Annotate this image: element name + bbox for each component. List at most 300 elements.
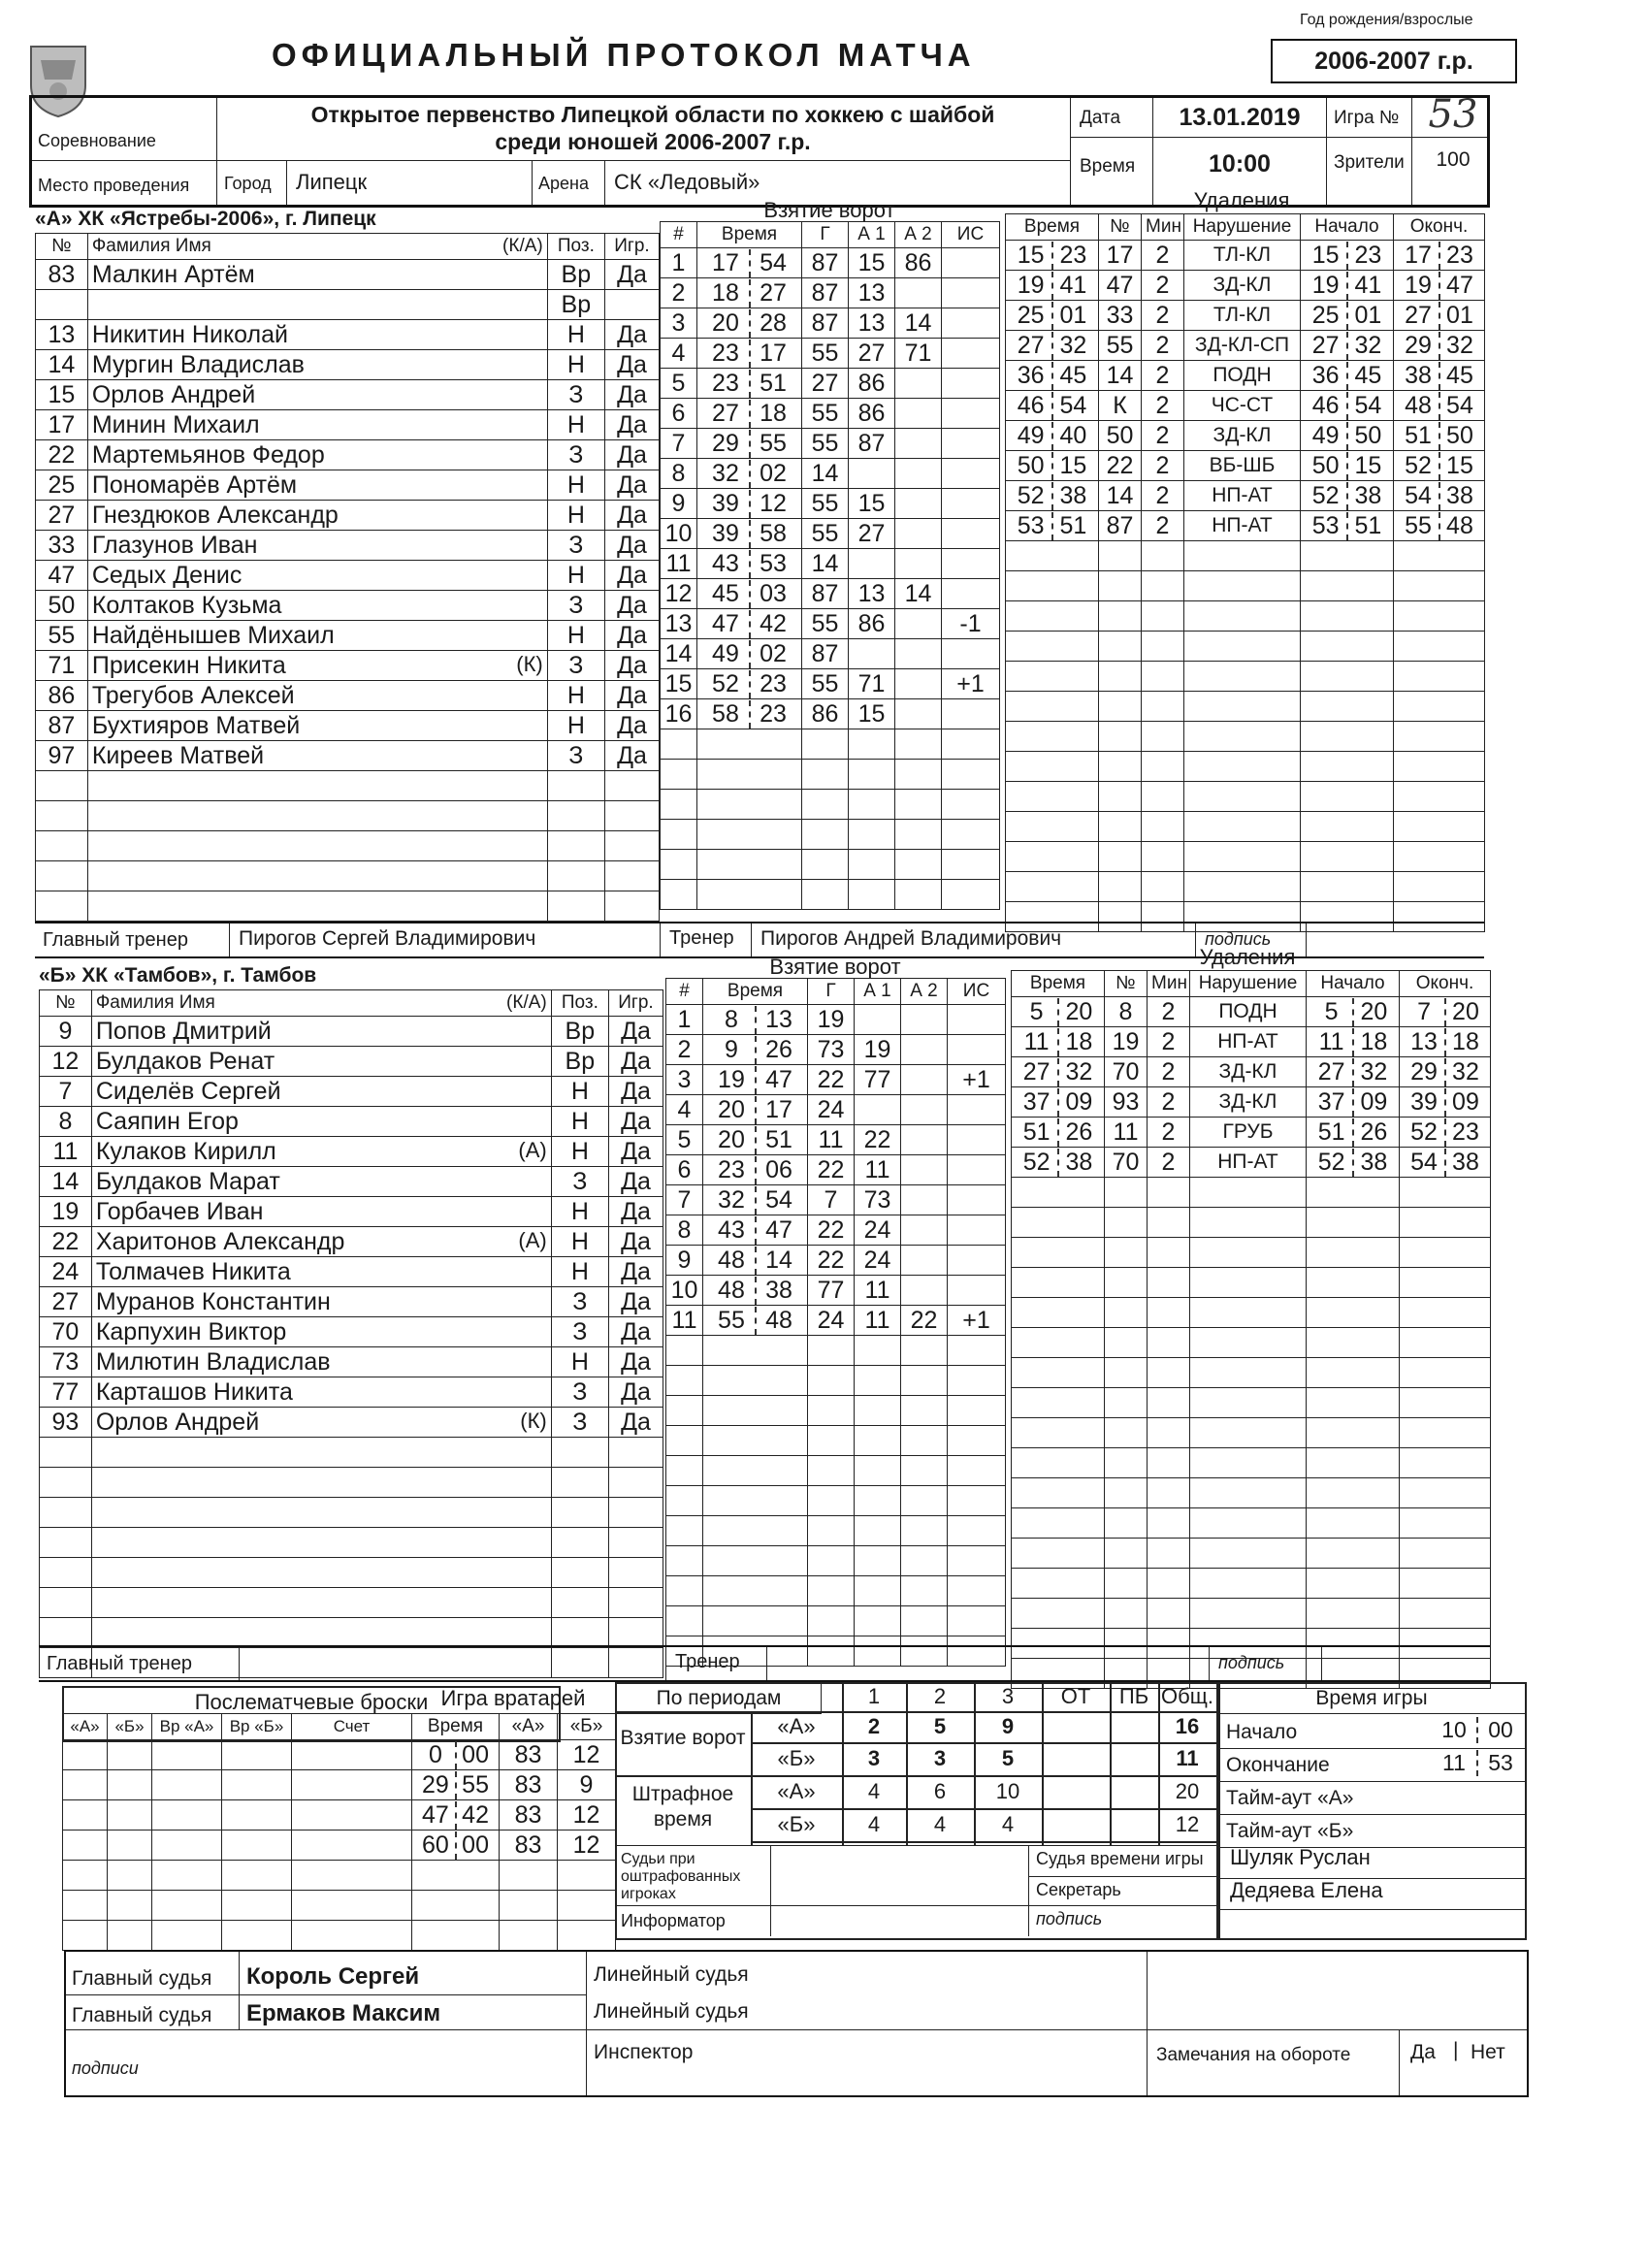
penalty-time: 27 32 — [1012, 1057, 1105, 1087]
remarks-no[interactable]: Нет — [1471, 2041, 1505, 2063]
player-number: 9 — [40, 1017, 92, 1047]
team-a-penalties-table — [1005, 213, 1485, 932]
penalty-time — [1006, 541, 1099, 571]
goal-strength — [942, 308, 1000, 339]
player-name: Карташов Никита — [91, 1377, 551, 1408]
goal-scorer: 87 — [802, 639, 849, 669]
goal-strength — [942, 489, 1000, 519]
period-value: 3 — [867, 1746, 881, 1770]
player-position: З — [547, 531, 604, 561]
penalty-minutes: 2 — [1142, 511, 1184, 541]
shootout-cell — [63, 1861, 108, 1891]
period-value — [1110, 1808, 1158, 1841]
goal-scorer: 55 — [802, 669, 849, 699]
penalty-infraction — [1190, 1599, 1307, 1629]
table-row — [1006, 662, 1485, 692]
player-number: 25 — [36, 470, 88, 501]
penalty-time: 53 51 — [1006, 511, 1099, 541]
penalty-infraction: НП-АТ — [1190, 1148, 1307, 1178]
goal-assist2 — [901, 1065, 948, 1095]
player-name: Седых Денис — [87, 561, 547, 591]
table-row — [661, 699, 1000, 729]
roster-col-pos: Поз. — [547, 234, 604, 260]
player-name: Малкин Артём — [87, 260, 547, 290]
player-name: Никитин Николай — [87, 320, 547, 350]
goalie-change-time: 60 00 — [412, 1831, 500, 1861]
shootout-cell — [222, 1891, 292, 1921]
goal-assist1 — [849, 459, 895, 489]
goal-strength — [948, 1246, 1006, 1276]
table-row — [63, 1921, 412, 1951]
penalty-start: 37 09 — [1307, 1087, 1400, 1118]
table-row — [661, 278, 1000, 308]
penalty-infraction: ПОДН — [1190, 997, 1307, 1027]
secretary-value: Дедяева Елена — [1230, 1878, 1383, 1902]
penalty-player — [1105, 1238, 1148, 1268]
table-row — [36, 861, 660, 891]
table-row — [1012, 1298, 1491, 1328]
penalty-infraction — [1190, 1358, 1307, 1388]
penalty-time — [1012, 1238, 1105, 1268]
pen-col-time: Время — [1012, 971, 1105, 997]
player-played: Да — [604, 651, 659, 681]
player-position: Н — [547, 561, 604, 591]
table-row — [36, 681, 660, 711]
player-played — [608, 1558, 663, 1588]
goal-scorer: 22 — [808, 1155, 855, 1185]
goal-scorer — [802, 729, 849, 760]
table-row — [1006, 812, 1485, 842]
penalty-infraction — [1184, 601, 1301, 632]
player-played: Да — [608, 1077, 663, 1107]
player-name — [87, 831, 547, 861]
table-row — [661, 609, 1000, 639]
goal-scorer — [808, 1456, 855, 1486]
goal-scorer: 14 — [802, 459, 849, 489]
roster-col-pos: Поз. — [551, 990, 608, 1017]
table-row — [1012, 1388, 1491, 1418]
penalty-player — [1105, 1478, 1148, 1508]
goal-number — [666, 1546, 703, 1576]
period-value — [1110, 1711, 1158, 1742]
penalty-minutes — [1142, 842, 1184, 872]
penalty-time: 46 54 — [1006, 391, 1099, 421]
goal-strength — [948, 1486, 1006, 1516]
penalty-end — [1394, 782, 1485, 812]
end-label: Окончание — [1226, 1754, 1330, 1776]
team-short-label: «Б» — [777, 1812, 816, 1836]
penalty-end — [1400, 1508, 1491, 1539]
shootout-cell — [222, 1800, 292, 1831]
table-row — [661, 339, 1000, 369]
shootout-cell — [63, 1740, 108, 1770]
goal-scorer — [808, 1336, 855, 1366]
shootout-cell — [222, 1770, 292, 1800]
player-number: 22 — [40, 1227, 92, 1257]
goal-assist2 — [901, 1486, 948, 1516]
team-a-goals-table — [660, 221, 1000, 910]
signatures-label: подписи — [72, 2058, 139, 2078]
goal-assist2 — [901, 1215, 948, 1246]
goal-assist1: 77 — [855, 1065, 901, 1095]
player-number — [36, 891, 88, 922]
goal-strength — [948, 1155, 1006, 1185]
goal-time: 8 13 — [703, 1005, 808, 1035]
penalty-player — [1105, 1599, 1148, 1629]
table-row — [1006, 752, 1485, 782]
goal-number: 8 — [661, 459, 697, 489]
player-played: Да — [604, 440, 659, 470]
goalie-a: 83 — [500, 1740, 558, 1770]
player-played: Да — [604, 501, 659, 531]
player-position: З — [547, 440, 604, 470]
table-row — [40, 1227, 663, 1257]
table-row — [1012, 1599, 1491, 1629]
player-number — [40, 1618, 92, 1648]
period-value: 4 — [1001, 1812, 1015, 1836]
goal-number — [666, 1396, 703, 1426]
goal-scorer — [802, 880, 849, 910]
table-row — [36, 440, 660, 470]
goal-strength — [948, 1215, 1006, 1246]
period-value — [1042, 1775, 1110, 1808]
goals-col-assist2: А 2 — [901, 979, 948, 1005]
table-row — [666, 1426, 1006, 1456]
penalty-start: 27 32 — [1301, 331, 1394, 361]
goalie-change-time — [412, 1921, 500, 1951]
penalty-end — [1394, 571, 1485, 601]
penalty-player — [1105, 1358, 1148, 1388]
penalty-end — [1400, 1599, 1491, 1629]
goal-scorer: 55 — [802, 399, 849, 429]
penalty-player — [1099, 782, 1142, 812]
goal-strength — [942, 429, 1000, 459]
penalty-infraction — [1184, 692, 1301, 722]
goal-time — [703, 1366, 808, 1396]
goal-strength — [948, 1456, 1006, 1486]
penalty-minutes: 2 — [1148, 1148, 1190, 1178]
player-name: Кулаков Кирилл (А) — [91, 1137, 551, 1167]
goal-time: 47 42 — [697, 609, 802, 639]
penalty-minutes — [1142, 662, 1184, 692]
period-value: 20 — [1175, 1779, 1200, 1803]
goal-assist1: 86 — [849, 369, 895, 399]
team-short-label: «А» — [777, 1779, 816, 1803]
goal-number — [661, 880, 697, 910]
goal-time: 39 12 — [697, 489, 802, 519]
table-row — [1012, 1508, 1491, 1539]
shootout-cell — [222, 1861, 292, 1891]
penalty-infraction: ПОДН — [1184, 361, 1301, 391]
remarks-yes[interactable]: Да — [1410, 2041, 1436, 2063]
player-number: 19 — [40, 1197, 92, 1227]
goal-scorer: 22 — [808, 1215, 855, 1246]
penalty-infraction — [1190, 1418, 1307, 1448]
goal-number — [661, 760, 697, 790]
penalty-infraction: НП-АТ — [1184, 481, 1301, 511]
penalty-time: 37 09 — [1012, 1087, 1105, 1118]
penalty-infraction — [1190, 1208, 1307, 1238]
table-row — [1006, 331, 1485, 361]
shootout-cell — [292, 1921, 412, 1951]
goal-number: 3 — [661, 308, 697, 339]
goals-col-scorer: Г — [808, 979, 855, 1005]
table-row — [40, 1047, 663, 1077]
player-played — [604, 290, 659, 320]
goal-strength — [942, 850, 1000, 880]
penalty-minutes — [1142, 722, 1184, 752]
penalty-end — [1400, 1208, 1491, 1238]
goal-scorer: 11 — [808, 1125, 855, 1155]
penalty-infraction — [1184, 571, 1301, 601]
goal-strength: -1 — [942, 609, 1000, 639]
player-played: Да — [608, 1377, 663, 1408]
player-name: Присекин Никита (К) — [87, 651, 547, 681]
penalty-end: 27 01 — [1394, 301, 1485, 331]
player-name — [91, 1528, 551, 1558]
table-row — [1012, 1238, 1491, 1268]
pen-col-end: Оконч. — [1400, 971, 1491, 997]
goal-time — [703, 1396, 808, 1426]
goals-col-assist2: А 2 — [895, 222, 942, 248]
player-name — [91, 1498, 551, 1528]
player-name: Горбачев Иван — [91, 1197, 551, 1227]
penalty-player: 70 — [1105, 1148, 1148, 1178]
penalty-time — [1012, 1418, 1105, 1448]
goal-assist1: 87 — [849, 429, 895, 459]
penalty-infraction: НП-АТ — [1184, 511, 1301, 541]
team-a-roster — [35, 233, 660, 922]
referees-block: Главный судья Король Сергей Главный судья Ермаков Максим подписи Линейный судья Линейный судья Инспектор Замечания на обороте Да | Нет — [64, 1950, 1529, 2097]
player-position — [551, 1438, 608, 1468]
goal-strength — [948, 1576, 1006, 1606]
table-row — [666, 1516, 1006, 1546]
goal-number: 5 — [666, 1125, 703, 1155]
penalty-minutes: 2 — [1142, 301, 1184, 331]
referee2-label: Главный судья — [72, 2004, 212, 2026]
penalty-player — [1105, 1539, 1148, 1569]
penalty-end — [1400, 1418, 1491, 1448]
goal-time: 32 02 — [697, 459, 802, 489]
penalty-minutes: 2 — [1142, 331, 1184, 361]
penalty-end: 51 50 — [1394, 421, 1485, 451]
player-name: Найдёнышев Михаил — [87, 621, 547, 651]
penalty-infraction — [1190, 1388, 1307, 1418]
player-number: 70 — [40, 1317, 92, 1347]
team-b-coaches — [39, 1645, 1490, 1682]
goal-time: 17 54 — [697, 248, 802, 278]
goalie-b: 12 — [558, 1740, 616, 1770]
goal-strength — [942, 369, 1000, 399]
goal-strength: +1 — [948, 1065, 1006, 1095]
goals-col-scorer: Г — [802, 222, 849, 248]
shootout-col-b: «Б» — [108, 1714, 152, 1740]
table-row — [40, 1377, 663, 1408]
period-col-header: Общ. — [1161, 1684, 1213, 1708]
player-number: 14 — [40, 1167, 92, 1197]
goal-scorer — [808, 1606, 855, 1636]
penalty-infraction — [1184, 782, 1301, 812]
goal-strength — [942, 549, 1000, 579]
team-short-label: «А» — [777, 1714, 816, 1738]
period-value: 6 — [933, 1779, 947, 1803]
table-row — [1006, 692, 1485, 722]
table-row — [36, 380, 660, 410]
table-row — [40, 1257, 663, 1287]
goal-assist1 — [855, 1486, 901, 1516]
table-row — [661, 639, 1000, 669]
penalty-player — [1105, 1508, 1148, 1539]
player-number: 17 — [36, 410, 88, 440]
date-label: Дата — [1080, 108, 1121, 128]
table-row — [1012, 1087, 1491, 1118]
period-value: 3 — [933, 1746, 947, 1770]
player-played: Да — [608, 1137, 663, 1167]
penalty-infraction — [1184, 752, 1301, 782]
player-name: Орлов Андрей (К) — [91, 1408, 551, 1438]
goal-assist2 — [895, 729, 942, 760]
goal-time — [703, 1546, 808, 1576]
goal-time: 48 14 — [703, 1246, 808, 1276]
goal-assist1 — [855, 1396, 901, 1426]
table-row — [1012, 1027, 1491, 1057]
goal-number: 16 — [661, 699, 697, 729]
penalty-player — [1099, 571, 1142, 601]
player-name: Харитонов Александр (А) — [91, 1227, 551, 1257]
player-name — [91, 1438, 551, 1468]
goal-number — [661, 790, 697, 820]
penalty-player: 14 — [1099, 361, 1142, 391]
goalie-a: 83 — [500, 1831, 558, 1861]
penalty-start — [1307, 1208, 1400, 1238]
player-position: З — [551, 1167, 608, 1197]
penalty-start: 11 18 — [1307, 1027, 1400, 1057]
goals-col-time: Время — [703, 979, 808, 1005]
goal-assist1 — [849, 549, 895, 579]
penalty-end: 48 54 — [1394, 391, 1485, 421]
goal-strength — [948, 1366, 1006, 1396]
goal-assist1 — [849, 639, 895, 669]
date-value: 13.01.2019 — [1179, 104, 1301, 131]
player-number: 83 — [36, 260, 88, 290]
goal-scorer: 24 — [808, 1095, 855, 1125]
period-value: 9 — [1001, 1714, 1015, 1738]
player-played — [608, 1528, 663, 1558]
penalty-start: 50 15 — [1301, 451, 1394, 481]
penalty-infraction — [1190, 1539, 1307, 1569]
penalty-end — [1400, 1448, 1491, 1478]
table-row — [40, 1107, 663, 1137]
shootout-table — [62, 1713, 412, 1951]
penalty-time — [1012, 1539, 1105, 1569]
penalty-minutes — [1142, 692, 1184, 722]
goal-assist1 — [849, 880, 895, 910]
goal-time: 9 26 — [703, 1035, 808, 1065]
penalty-start — [1307, 1508, 1400, 1539]
goal-time: 43 47 — [703, 1215, 808, 1246]
player-name: Гнездюков Александр — [87, 501, 547, 531]
table-row — [1006, 391, 1485, 421]
penalty-end — [1400, 1268, 1491, 1298]
penalty-minutes — [1148, 1268, 1190, 1298]
goal-assist2 — [895, 820, 942, 850]
penalty-end — [1394, 812, 1485, 842]
table-row — [1006, 481, 1485, 511]
player-name — [91, 1468, 551, 1498]
goal-assist2 — [895, 639, 942, 669]
player-position — [551, 1558, 608, 1588]
goal-time: 23 06 — [703, 1155, 808, 1185]
player-name — [87, 801, 547, 831]
penalty-time — [1006, 722, 1099, 752]
player-position: Н — [551, 1197, 608, 1227]
goal-assist1: 24 — [855, 1246, 901, 1276]
penalty-time: 49 40 — [1006, 421, 1099, 451]
goal-number — [666, 1486, 703, 1516]
player-number — [36, 861, 88, 891]
penalty-player — [1099, 692, 1142, 722]
pen-col-no: № — [1105, 971, 1148, 997]
period-value: 16 — [1175, 1714, 1200, 1738]
penalty-start: 25 01 — [1301, 301, 1394, 331]
penalty-end — [1394, 872, 1485, 902]
penalty-player — [1105, 1388, 1148, 1418]
player-played — [608, 1618, 663, 1648]
player-position: З — [547, 651, 604, 681]
penalty-minutes: 2 — [1142, 451, 1184, 481]
goal-strength — [942, 248, 1000, 278]
penalty-minutes: 2 — [1148, 1057, 1190, 1087]
city-value: Липецк — [296, 170, 368, 194]
penalty-start — [1307, 1569, 1400, 1599]
penalty-end — [1400, 1358, 1491, 1388]
goal-assist1 — [855, 1576, 901, 1606]
penalty-infraction: ТЛ-КЛ — [1184, 301, 1301, 331]
penalty-player — [1105, 1268, 1148, 1298]
shootout-cell — [152, 1740, 222, 1770]
table-row — [40, 1558, 663, 1588]
goal-assist2 — [901, 1246, 948, 1276]
goal-time: 18 27 — [697, 278, 802, 308]
player-number — [40, 1528, 92, 1558]
player-name: Глазунов Иван — [87, 531, 547, 561]
table-row — [1006, 511, 1485, 541]
penalty-start — [1307, 1268, 1400, 1298]
table-row — [1006, 601, 1485, 632]
goals-col-number: # — [661, 222, 697, 248]
head-coach-label: Главный тренер — [47, 1653, 192, 1674]
game-time-title: Время игры — [1218, 1684, 1525, 1714]
penalty-minutes — [1148, 1418, 1190, 1448]
goalies-col-a: «А» — [500, 1714, 558, 1740]
penalty-time — [1012, 1268, 1105, 1298]
goal-number: 7 — [666, 1185, 703, 1215]
timeout-a-label: Тайм-аут «А» — [1226, 1787, 1354, 1809]
player-number: 13 — [36, 320, 88, 350]
table-row — [36, 320, 660, 350]
time-value: 10:00 — [1209, 150, 1271, 178]
penalty-minutes — [1148, 1508, 1190, 1539]
goal-time: 49 02 — [697, 639, 802, 669]
penalty-infraction — [1184, 872, 1301, 902]
player-name: Булдаков Марат — [91, 1167, 551, 1197]
penalty-end: 29 32 — [1394, 331, 1485, 361]
period-col-header: 1 — [867, 1684, 881, 1708]
goal-time — [697, 729, 802, 760]
goal-time: 45 03 — [697, 579, 802, 609]
shootout-cell — [108, 1831, 152, 1861]
pim-label-line2: время — [653, 1808, 713, 1831]
